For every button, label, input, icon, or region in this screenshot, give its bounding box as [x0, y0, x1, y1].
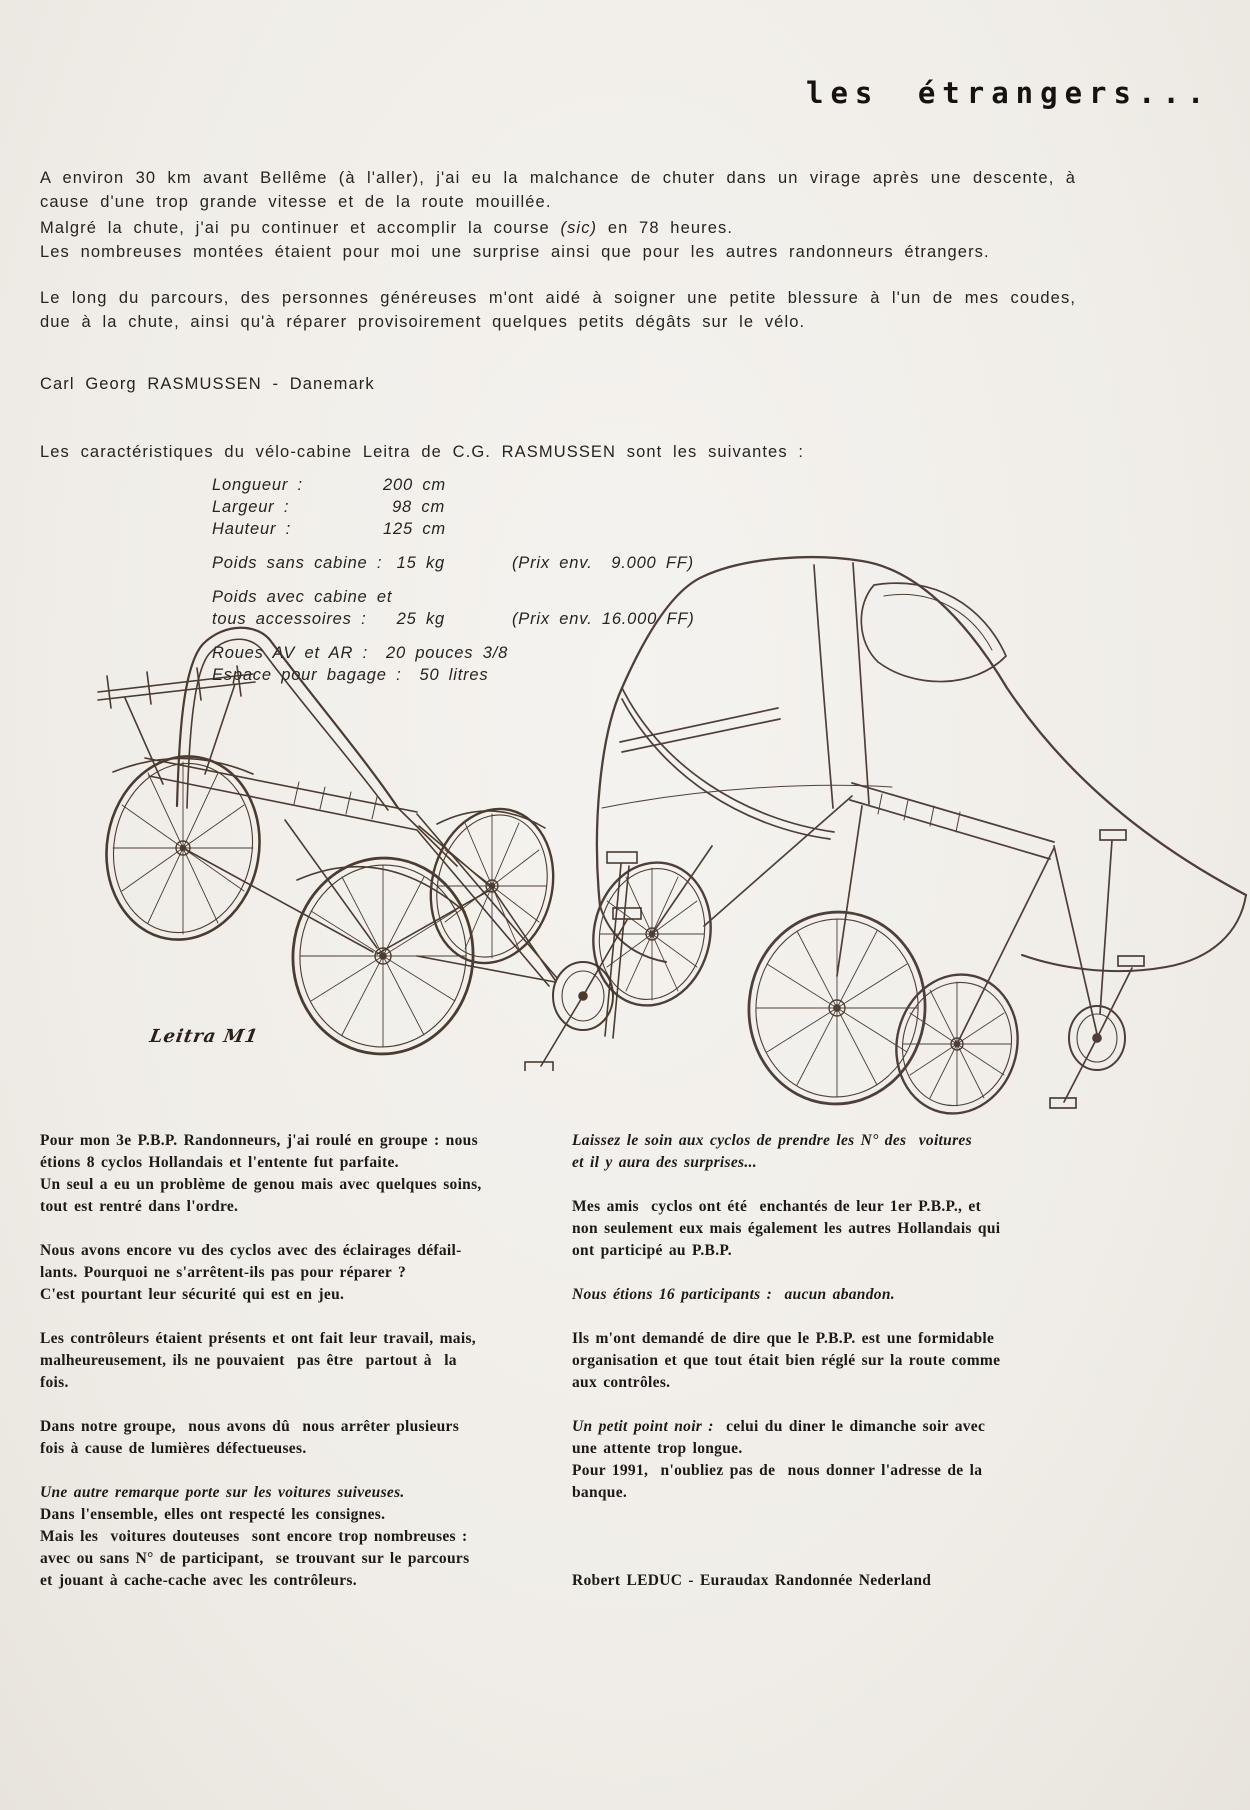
text-line: tout est rentré dans l'ordre.	[40, 1198, 239, 1215]
paragraph-gap	[572, 1308, 1072, 1330]
spec-row-longueur	[212, 476, 1072, 498]
text-line-italic: Une autre remarque porte sur les voitures suiveuses.	[40, 1484, 405, 1501]
spec-row-largeur	[212, 498, 1072, 520]
leitra-cabin-drawing	[552, 546, 1250, 1120]
text-line: C'est pourtant leur sécurité qui est en jeu.	[40, 1286, 345, 1303]
spec-label: tous accessoires :	[212, 610, 367, 628]
spec-value: 20 pouces 3/8	[385, 644, 509, 662]
spec-value: 98 cm	[392, 498, 445, 516]
text-line: Les contrôleurs étaient présents et ont fait leur travail, mais,	[40, 1330, 476, 1347]
spec-label: Hauteur :	[212, 520, 292, 538]
spec-label: Largeur :	[212, 498, 290, 516]
text-line: aux contrôles.	[572, 1374, 671, 1391]
paragraph-crash: A environ 30 km avant Bellême (à l'aller), j'ai eu la malchance de chuter dans un virage après une descente, à cause d'une trop grande vitesse et de la route mouillée.	[40, 169, 1076, 211]
paragraph-gap	[40, 1308, 562, 1330]
text-line: non seulement eux mais également les autres Hollandais qui	[572, 1220, 1001, 1237]
spec-label: Longueur :	[212, 476, 303, 494]
signature-leduc: Robert LEDUC - Euraudax Randonnée Nederland	[572, 1572, 932, 1589]
text-line-italic: et il y aura des surprises...	[572, 1154, 757, 1171]
text-line: malheureusement, ils ne pouvaient pas être partout à la	[40, 1352, 457, 1369]
paragraph-help: Le long du parcours, des personnes généreuses m'ont aidé à soigner une petite blessure à l'un de mes coudes, due à la chute, ainsi qu'à réparer provisoirement quelques petits dégâts sur le vélo.	[40, 289, 1076, 331]
text-line: étions 8 cyclos Hollandais et l'entente fut parfaite.	[40, 1154, 399, 1171]
sic-italic: (sic)	[560, 219, 598, 237]
spec-value: 50 litres	[419, 666, 489, 684]
text-line: Nous avons encore vu des cyclos avec des éclairages défail-	[40, 1242, 462, 1259]
text-line: et jouant à cache-cache avec les contrôleurs.	[40, 1572, 357, 1589]
text-line: ont participé au P.B.P.	[572, 1242, 732, 1259]
text-line: Dans l'ensemble, elles ont respecté les consignes.	[40, 1506, 386, 1523]
spec-value: 125 cm	[383, 520, 446, 538]
spec-row-hauteur	[212, 520, 1072, 542]
paragraph-finish-line1: Malgré la chute, j'ai pu continuer et accomplir la course (sic) en 78 heures.	[40, 219, 734, 237]
paragraph-gap	[40, 1220, 562, 1242]
paragraph-gap	[572, 1396, 1072, 1418]
specs-heading: Les caractéristiques du vélo-cabine Leitra de C.G. RASMUSSEN sont les suivantes :	[40, 443, 805, 461]
text-line: une attente trop longue.	[572, 1440, 743, 1457]
text-line-italic: Nous étions 16 participants : aucun abandon.	[572, 1286, 895, 1303]
paragraph-finish	[40, 216, 1140, 264]
text-line-italic: Laissez le soin aux cyclos de prendre les N° des voitures	[572, 1132, 972, 1149]
text-line: Ils m'ont demandé de dire que le P.B.P. est une formidable	[572, 1330, 995, 1347]
text-line: Un seul a eu un problème de genou mais avec quelques soins,	[40, 1176, 482, 1193]
page-title: les étrangers...	[806, 76, 1212, 110]
text-line: banque.	[572, 1484, 628, 1501]
text-line: organisation et que tout était bien réglé sur la route comme	[572, 1352, 1001, 1369]
text-line: Pour mon 3e P.B.P. Randonneurs, j'ai roulé en groupe : nous	[40, 1132, 478, 1149]
text-line: Mes amis cyclos ont été enchantés de leur 1er P.B.P., et	[572, 1198, 982, 1215]
bottom-right-column	[572, 1132, 1072, 1594]
spec-value: 25 kg	[396, 610, 445, 628]
paragraph-gap	[572, 1264, 1072, 1286]
text-line: Pour 1991, n'oubliez pas de nous donner l'adresse de la	[572, 1462, 983, 1479]
left-drawing-caption: Leitra M1	[148, 1026, 260, 1047]
bottom-left-column	[40, 1132, 562, 1594]
text-line-mixed: Un petit point noir : celui du diner le dimanche soir avec	[572, 1418, 986, 1435]
text-line: avec ou sans N° de participant, se trouvant sur le parcours	[40, 1550, 470, 1567]
text-line: fois.	[40, 1374, 69, 1391]
text-line: lants. Pourquoi ne s'arrêtent-ils pas pour réparer ?	[40, 1264, 407, 1281]
paragraph-finish-line2: Les nombreuses montées étaient pour moi une surprise ainsi que pour les autres randonneurs étrangers.	[40, 243, 990, 261]
spec-value: 15 kg	[396, 554, 445, 572]
spec-value: 200 cm	[383, 476, 446, 494]
paragraph-gap	[572, 1176, 1072, 1198]
paragraph-gap	[40, 1396, 562, 1418]
spec-price: (Prix env. 9.000 FF)	[512, 554, 694, 572]
text-line: fois à cause de lumières défectueuses.	[40, 1440, 307, 1457]
paragraph-gap	[40, 1462, 562, 1484]
paragraph-gap	[572, 1506, 1072, 1572]
italic-lead: Un petit point noir :	[572, 1418, 714, 1435]
spec-price: (Prix env. 16.000 FF)	[512, 610, 695, 628]
spec-label: Roues AV et AR :	[212, 644, 368, 662]
text-line: Dans notre groupe, nous avons dû nous arrêter plusieurs	[40, 1418, 460, 1435]
text-line: Mais les voitures douteuses sont encore trop nombreuses :	[40, 1528, 468, 1545]
spec-label: Poids sans cabine :	[212, 554, 383, 572]
spec-label: Espace pour bagage :	[212, 666, 402, 684]
signature-rasmussen: Carl Georg RASMUSSEN - Danemark	[40, 375, 375, 393]
spec-label: Poids avec cabine et	[212, 588, 393, 606]
